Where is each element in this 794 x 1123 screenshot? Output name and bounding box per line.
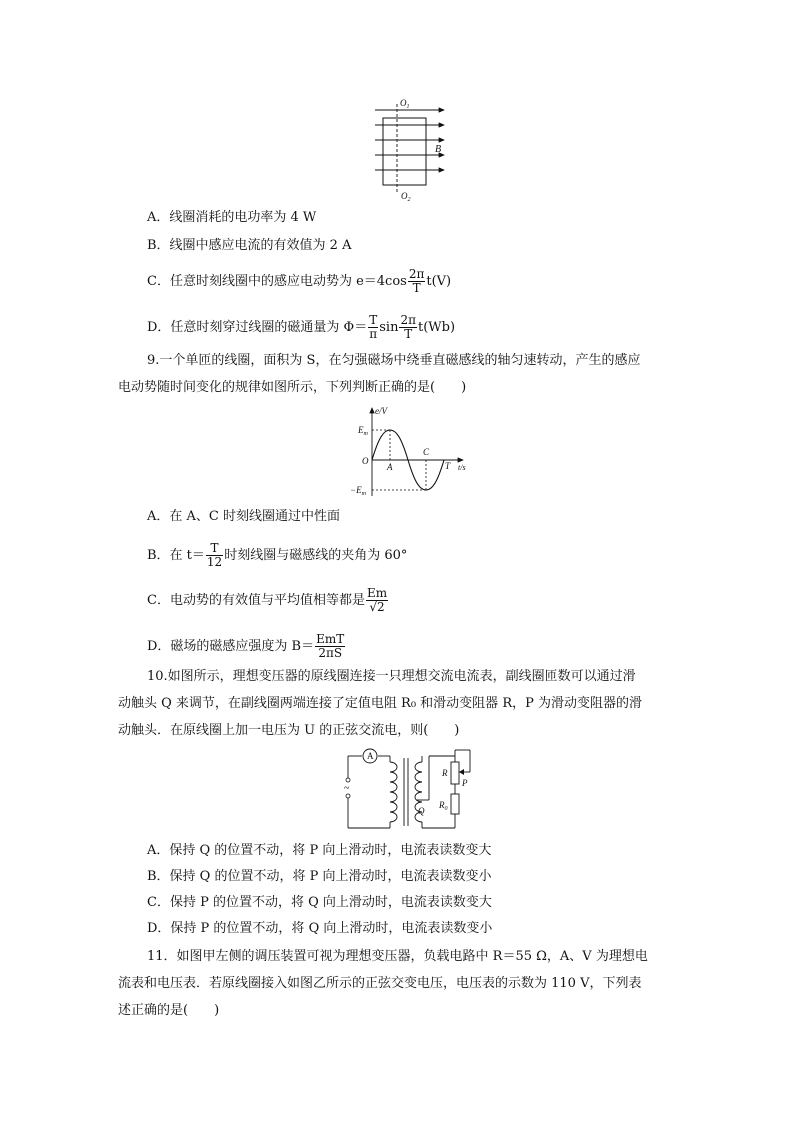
q9-option-d: D．磁场的磁感应强度为 B＝ $\frac{\text{EmT}}{2\pi S}$ (147, 632, 345, 660)
q11-stem-line3: 述正确的是( ) (118, 1003, 220, 1018)
q10-option-a: A．保持 Q 的位置不动，将 P 向上滑动时，电流表读数变大 (147, 843, 492, 858)
svg-text:R: R (442, 768, 448, 778)
svg-text:P: P (462, 778, 468, 788)
q11-stem-line2: 流表和电压表．若原线圈接入如图乙所示的正弦交变电压，电压表的示数为 110 V，下列表 (118, 976, 642, 991)
q10-option-c: C．保持 P 的位置不动，将 Q 向上滑动时，电流表读数变大 (147, 895, 492, 910)
coil-in-field-figure (370, 96, 460, 202)
svg-text:t/s: t/s (458, 463, 466, 472)
svg-text:R0: $R_0$ (439, 800, 448, 812)
q9-stem-line1: 9.一个单匝的线圈，面积为 S，在匀强磁场中绕垂直磁感线的轴匀速转动，产生的感应 (147, 353, 641, 368)
coil-rect (383, 118, 426, 185)
svg-text:O2: $O_2$ (401, 191, 411, 202)
transformer-circuit (338, 744, 478, 832)
svg-text:B: B (435, 144, 442, 155)
q9-option-b: B．在 t＝ $\frac{T}{12}$ 时刻线圈与磁感线的夹角为 60° (147, 541, 408, 569)
q9-option-a: A．在 A、C 时刻线圈通过中性面 (147, 509, 340, 524)
svg-text:A: A (387, 462, 393, 472)
svg-text:C: C (423, 447, 430, 457)
field-lines (375, 110, 444, 170)
q8-option-b: B．线圈中感应电流的有效值为 2 A (147, 238, 352, 253)
emf-time-graph (345, 404, 475, 499)
q10-option-b: B．保持 Q 的位置不动，将 P 向上滑动时，电流表读数变小 (147, 869, 492, 884)
svg-text:e/V: e/V (375, 406, 387, 416)
svg-text:Em: $E_m$ (358, 425, 368, 437)
svg-text:T: T (445, 461, 451, 471)
svg-text:Q: Q (418, 806, 425, 816)
svg-text:A: A (367, 751, 374, 761)
svg-text:O1: $O_1$ (400, 98, 410, 110)
q9-stem-line2: 电动势随时间变化的规律如图所示，下列判断正确的是( ) (118, 380, 467, 395)
q10-option-d: D．保持 P 的位置不动，将 Q 向上滑动时，电流表读数变小 (147, 921, 493, 936)
q8-option-d: D．任意时刻穿过线圈的磁通量为 Φ＝ $\frac{T}{\pi}$ sin $\frac{2\pi}{T}$ t(Wb) (147, 313, 456, 341)
q10-stem-line3: 动触头．在原线圈上加一电压为 U 的正弦交流电，则( ) (118, 723, 460, 738)
q8-option-a: A．线圈消耗的电功率为 4 W (147, 210, 317, 225)
q11-stem-line1: 11．如图甲左侧的调压装置可视为理想变压器，负载电路中 R＝55 Ω，A、V 为理想电 (147, 949, 648, 964)
svg-text:~: ~ (344, 783, 350, 794)
q9-option-c: C．电动势的有效值与平均值相等都是 $\frac{Em}{√2}$ (147, 586, 388, 614)
q10-stem-line1: 10.如图所示，理想变压器的原线圈连接一只理想交流电流表，副线圈匝数可以通过滑 (147, 669, 636, 684)
svg-text:−Em: $-E_m$ (350, 485, 366, 497)
svg-text:O: O (362, 456, 369, 466)
q10-stem-line2: 动触头 Q 来调节，在副线圈两端连接了定值电阻 R₀ 和滑动变阻器 R，P 为滑动变阻器的滑 (118, 696, 642, 711)
q8-option-c: C．任意时刻线圈中的感应电动势为 e＝4cos $\frac{2\pi}{T}$ t(V) (147, 267, 452, 295)
